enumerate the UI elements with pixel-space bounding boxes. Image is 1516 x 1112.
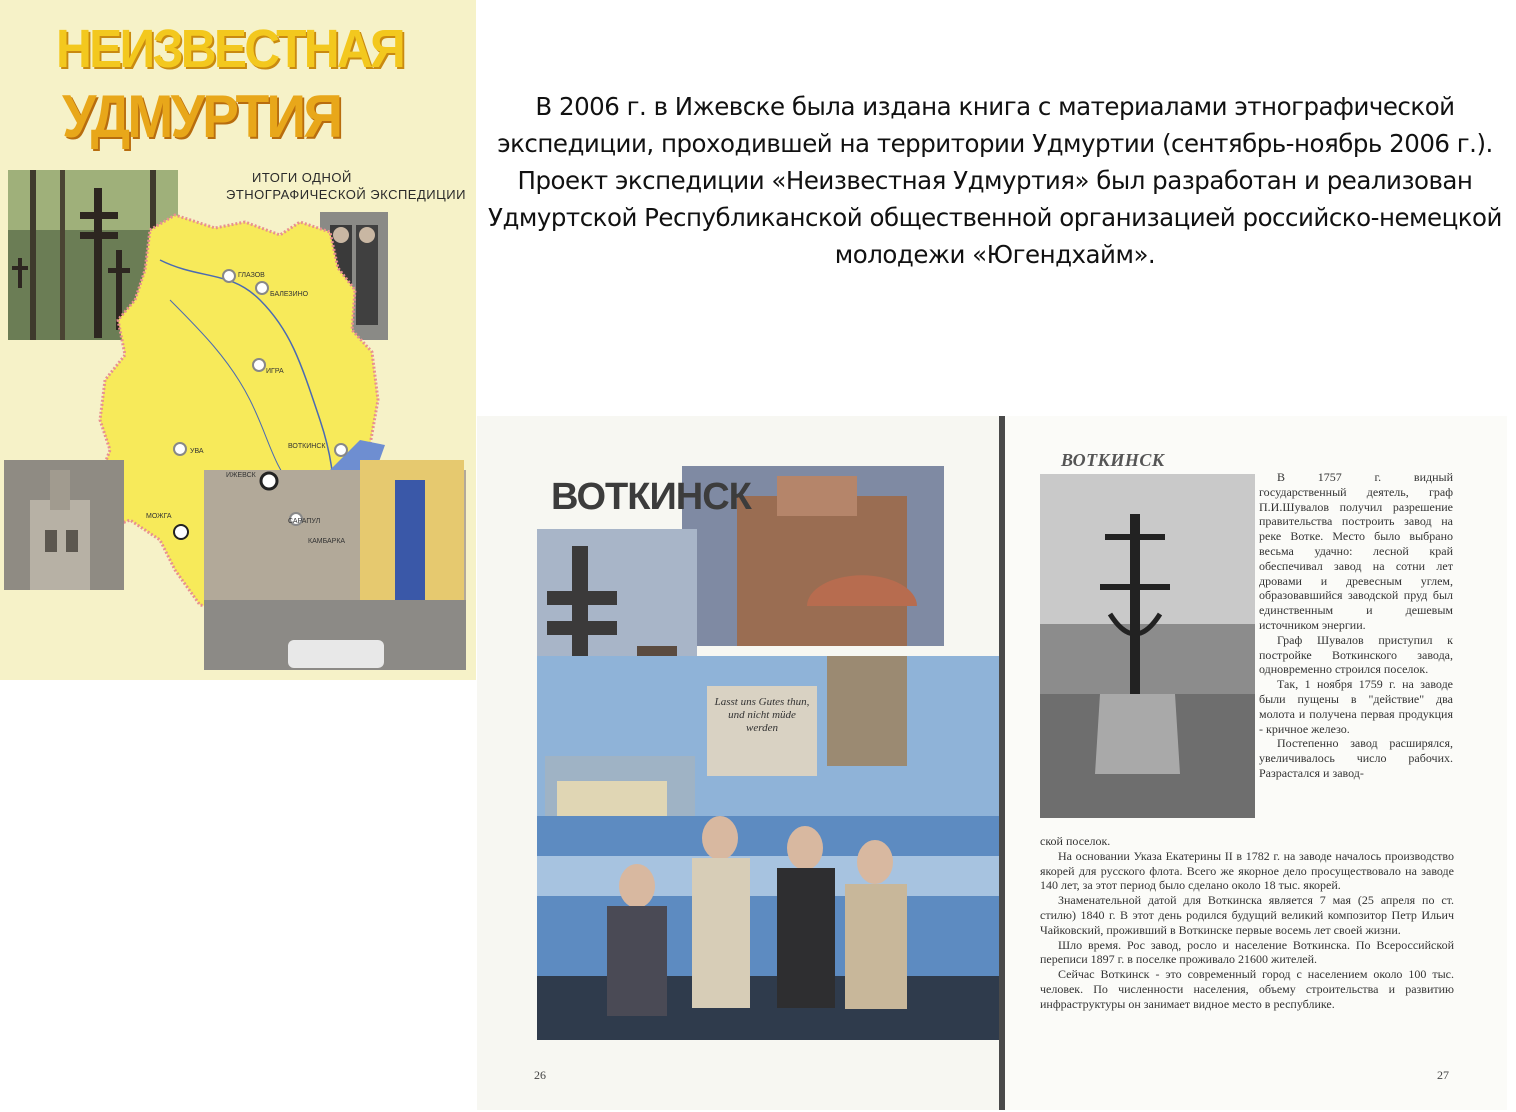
description-paragraph: Проект экспедиции «Неизвестная Удмуртия» был разработан и реализован Удмуртской Республиканской общественной организацией российско-немецкой молодежи «Югендхайм». (488, 166, 1502, 269)
book-spread (477, 416, 1507, 1110)
building-photo (204, 460, 466, 670)
right-page-title: ВОТКИНСК (1061, 450, 1165, 470)
city-label: МОЖГА (146, 513, 172, 520)
left-page-collage (477, 416, 999, 1110)
city-label: БАЛЕЗИНО (270, 291, 309, 298)
city-label: ИГРА (266, 368, 284, 375)
text-paragraph: Так, 1 ноября 1759 г. на заводе были пущены в "действие" два молота и получена первая продукция - кричное железо. (1259, 677, 1453, 736)
church-photo (4, 460, 124, 590)
city-label: САРАПУЛ (288, 518, 321, 525)
text-paragraph: ской поселок. (1040, 834, 1111, 848)
city-label: ВОТКИНСК (288, 443, 326, 450)
book-spine (999, 416, 1005, 1110)
text-paragraph: Сейчас Воткинск - это современный город с населением около 100 тыс. человек. По численности населения, объему строительства и развитию инфраструктуры он занимает видное место в республике. (1040, 967, 1454, 1011)
text-paragraph: Шло время. Рос завод, росло и население Воткинска. По Всероссийской переписи 1897 г. в поселке проживало 21600 жителей. (1040, 937, 1454, 967)
city-label: КАМБАРКА (308, 538, 346, 545)
plaque-text: Lasst uns Gutes thun, und nicht müde werden (714, 696, 810, 734)
city-label: УВА (190, 448, 204, 455)
anchor-monument-photo (1040, 474, 1255, 818)
right-body-text (1040, 834, 1454, 1012)
text-paragraph: Постепенно завод расширялся, увеличивалось число рабочих. Разрастался и завод- (1259, 736, 1453, 780)
city-label: ГЛАЗОВ (238, 272, 265, 279)
text-paragraph: В 1757 г. видный государственный деятель, граф П.И.Шувалов получил разрешение правительства построить завод на реке Вотке. Место было выбрано весьма удачно: лесной край обеспечивал завод на сотни лет дровами и древесным углем, образовавшийся заводской пруд был единственным и дешевым источником энергии. (1259, 470, 1453, 632)
page-number-right: 27 (1437, 1068, 1449, 1082)
cover-subtitle-line1: ИТОГИ ОДНОЙ (252, 170, 352, 185)
description-paragraph: В 2006 г. в Ижевске была издана книга с материалами этнографической экспедиции, проходившей на территории Удмуртии (сентябрь-ноябрь 2006 г.). (497, 92, 1493, 158)
left-page-title: ВОТКИНСК (551, 476, 751, 518)
page-number-left: 26 (534, 1068, 546, 1082)
city-label: ИЖЕВСК (226, 472, 256, 479)
cover-title-line1: НЕИЗВЕСТНАЯ (56, 19, 403, 79)
text-paragraph: Знаменательной датой для Воткинска является 7 мая (25 апреля по ст. стилю) 1840 г. В этот день родился будущий великий композитор Петр Ильич Чайковский, проживший в Воткинске первые восемь лет своей жизни. (1040, 893, 1454, 937)
description-text (480, 88, 1510, 273)
cover-title-line2: УДМУРТИЯ (62, 83, 341, 150)
right-column-text (1259, 470, 1453, 781)
book-cover (0, 0, 476, 680)
cover-subtitle-line2: ЭТНОГРАФИЧЕСКОЙ ЭКСПЕДИЦИИ (226, 187, 466, 202)
text-paragraph: На основании Указа Екатерины II в 1782 г. на заводе началось производство якорей для русского флота. Всего же якорное дело просуществовало на заводе 140 лет, за этот период было сделано около 18 тыс. якорей. (1040, 848, 1454, 893)
text-paragraph: Граф Шувалов приступил к постройке Воткинского завода, одновременно строился поселок. (1259, 632, 1453, 677)
